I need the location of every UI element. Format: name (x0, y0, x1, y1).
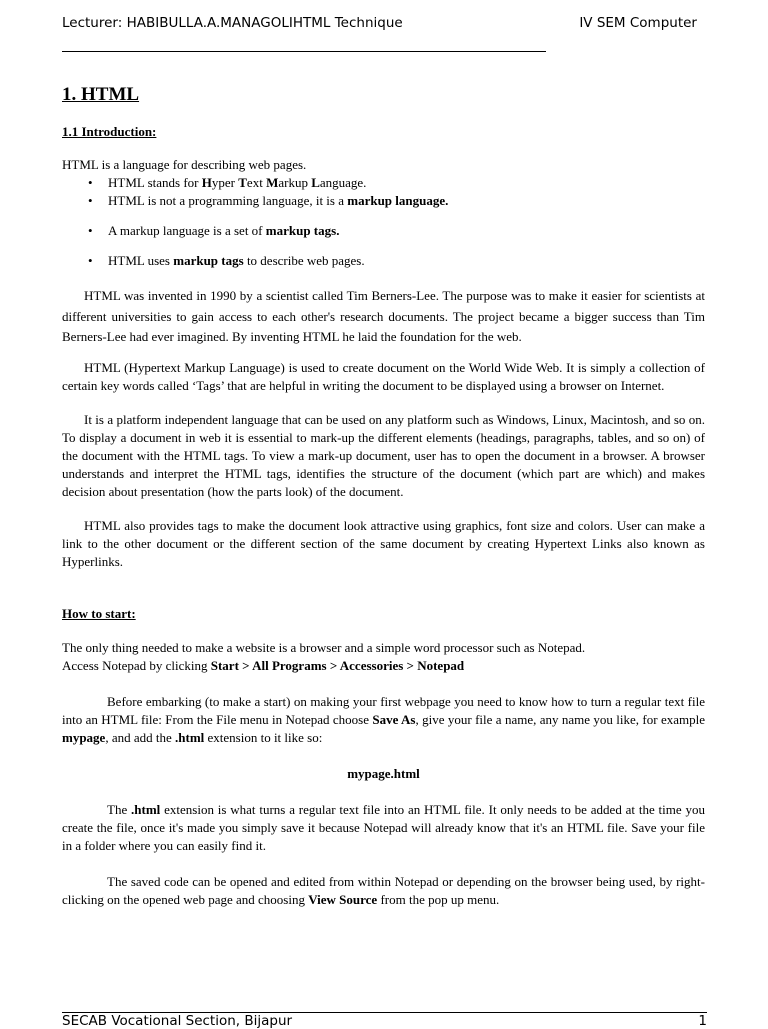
bullet-item: • HTML stands for Hyper Text Markup Language. (108, 174, 705, 192)
bullet-item: • A markup language is a set of markup tags. (108, 222, 705, 240)
header-rule (62, 51, 546, 52)
intro-heading: 1.1 Introduction: (62, 124, 157, 139)
paragraph: The saved code can be opened and edited from within Notepad or depending on the browser being used, by right-clicking on the opened web page and choosing View Source from the pop up menu. (62, 873, 705, 907)
page-content (62, 82, 705, 909)
paragraph: HTML was invented in 1990 by a scientist called Tim Berners-Lee. The purpose was to make it easier for scientists at different universities to gain access to each other's research documents. The project became a bigger success than Tim Berners-Lee had ever imagined. By inventing HTML he laid the foundation for the web. (62, 288, 705, 344)
notepad-path: Start > All Programs > Accessories > Notepad (210, 657, 465, 673)
intro-lead: HTML is a language for describing web pages. (62, 157, 307, 172)
page-footer (62, 1013, 707, 1029)
paragraph: Before embarking (to make a start) on making your first webpage you need to know how to turn a regular text file into an HTML file: From the File menu in Notepad choose Save As, give your file a name, any name you like, for example mypage, and add the .html extension to it like so: (62, 693, 705, 745)
paragraph: HTML (Hypertext Markup Language) is used to create document on the World Wide Web. It is simply a collection of certain key words called ‘Tags’ that are helpful in writing the document to be displayed using a browser on Internet. (62, 359, 705, 393)
paragraph: Access Notepad by clicking Start > All Programs > Accessories > Notepad (62, 657, 465, 673)
bullet-item: • HTML uses markup tags to describe web pages. (108, 252, 705, 270)
paragraph: It is a platform independent language that can be used on any platform such as Windows, Linux, Macintosh, and so on. To display a document in web it is essential to mark-up the different elements (headings, paragraphs, tables, and so on) of the document with the HTML tags. To view a mark-up document, user has to open the document in a browser. A browser understands and interpret the HTML tags, identifies the structure of the document (which part are which) and makes decision about presentation (how the parts look) of the document. (62, 411, 705, 499)
paragraph: The only thing needed to make a website is a browser and a simple word processor such as Notepad. (62, 639, 586, 655)
section-title: 1. HTML (62, 84, 140, 105)
header-semester: IV SEM Computer (579, 15, 697, 31)
example-filename: mypage.html (347, 765, 420, 781)
bullet-item: • HTML is not a programming language, it is a markup language. (108, 192, 705, 210)
intro-bullet-list (62, 174, 705, 270)
how-to-start-heading: How to start: (62, 605, 136, 621)
page-number: 1 (698, 1013, 707, 1029)
header-lecturer: Lecturer: HABIBULLA.A.MANAGOLIHTML Technique (62, 15, 403, 31)
footer-institution: SECAB Vocational Section, Bijapur (62, 1013, 293, 1029)
paragraph: The .html extension is what turns a regular text file into an HTML file. It only needs to be added at the time you create the file, once it's made you simply save it because Notepad will already know that it's an HTML file. Save your file in a folder where you can easily find it. (62, 801, 705, 853)
paragraph: HTML also provides tags to make the document look attractive using graphics, font size and colors. User can make a link to the other document or the different section of the same document by creating Hypertext Links also known as Hyperlinks. (62, 517, 705, 569)
